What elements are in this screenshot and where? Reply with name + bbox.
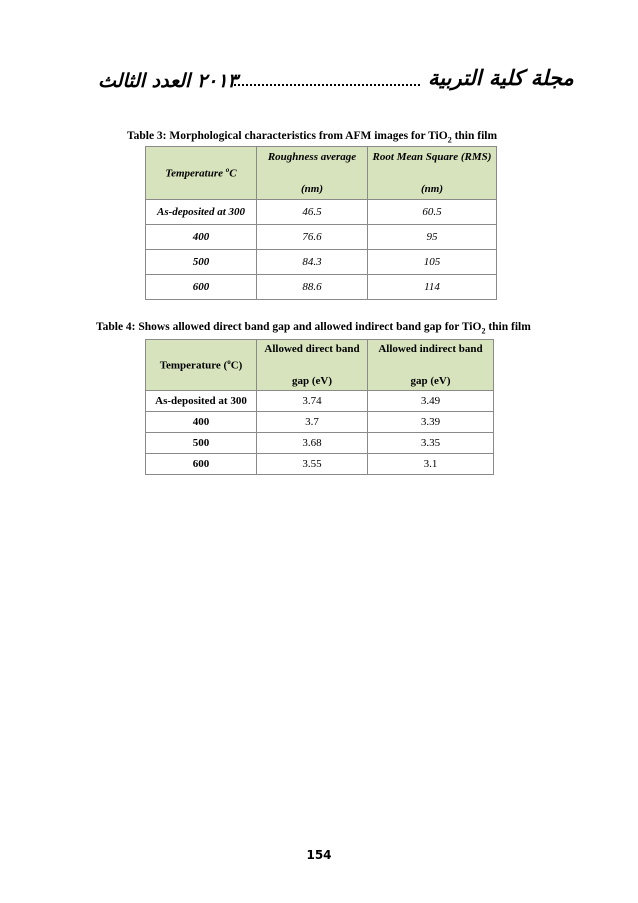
t3-r1-temp: 400 <box>146 225 257 250</box>
t4-r0-direct: 3.74 <box>257 391 368 412</box>
table4-header-indirect <box>368 340 494 391</box>
t3-r2-temp: 500 <box>146 250 257 275</box>
t4-r1-temp: 400 <box>146 412 257 433</box>
table3 <box>145 146 497 300</box>
table4-header-row <box>146 340 494 391</box>
t3-r1-rms: 95 <box>368 225 497 250</box>
table-row <box>146 250 497 275</box>
t4-h-col3-bottom: gap (eV) <box>410 375 451 387</box>
t4-r2-temp: 500 <box>146 433 257 454</box>
t3-h-col1-sup: o <box>225 166 230 175</box>
table-row <box>146 454 494 475</box>
table4-header-temperature <box>146 340 257 391</box>
t4-h-col2-bottom: gap (eV) <box>291 375 333 387</box>
t4-r3-direct: 3.55 <box>257 454 368 475</box>
t3-r2-rms: 105 <box>368 250 497 275</box>
t4-r2-direct: 3.68 <box>257 433 368 454</box>
t4-r3-temp: 600 <box>146 454 257 475</box>
t3-r3-temp: 600 <box>146 275 257 300</box>
t4-r0-indirect: 3.49 <box>368 391 494 412</box>
t4-h-col3-top: Allowed indirect band <box>378 343 483 355</box>
page-header <box>0 66 638 106</box>
table4-header-direct <box>257 340 368 391</box>
t3-r3-rms: 114 <box>368 275 497 300</box>
t3-h-col3-bottom: (nm) <box>421 183 443 195</box>
t3-r2-roughness: 84.3 <box>257 250 368 275</box>
t3-h-col2-top: Roughness average <box>267 151 357 163</box>
table-row <box>146 200 497 225</box>
table3-caption <box>127 130 497 144</box>
table3-caption-subscript: 2 <box>447 135 452 145</box>
table3-header-row <box>146 147 497 200</box>
table4 <box>145 339 494 475</box>
journal-title: مجلة كلية التربية <box>428 66 574 90</box>
table4-caption-subscript: 2 <box>481 326 486 336</box>
t3-h-col1: Temperature <box>165 167 226 180</box>
table-row <box>146 275 497 300</box>
t3-h-col1-end: C <box>229 167 237 180</box>
t4-h-col1-end: C) <box>230 359 243 372</box>
t3-r0-rms: 60.5 <box>368 200 497 225</box>
t4-r1-indirect: 3.39 <box>368 412 494 433</box>
table3-header-temperature <box>146 147 257 200</box>
t4-r3-indirect: 3.1 <box>368 454 494 475</box>
t4-h-col2-top: Allowed direct band <box>264 343 360 355</box>
page-number: 154 <box>306 848 332 862</box>
t4-r0-temp: As-deposited at 300 <box>146 391 257 412</box>
t4-r1-direct: 3.7 <box>257 412 368 433</box>
table3-header-rms <box>368 147 497 200</box>
t3-r1-roughness: 76.6 <box>257 225 368 250</box>
table-row <box>146 433 494 454</box>
table3-header-roughness <box>257 147 368 200</box>
t3-h-col2-bottom: (nm) <box>301 183 323 195</box>
table3-caption-end: thin film <box>451 130 498 142</box>
table-row <box>146 412 494 433</box>
table4-caption-end: thin film <box>485 321 531 333</box>
t3-r0-roughness: 46.5 <box>257 200 368 225</box>
table-row <box>146 225 497 250</box>
t4-h-col1-sup: o <box>227 358 231 367</box>
t4-r2-indirect: 3.35 <box>368 433 494 454</box>
issue-label: ٢٠١٣ العدد الثالث <box>98 70 238 92</box>
table4-caption <box>96 321 531 335</box>
t3-h-col3-top: Root Mean Square (RMS) <box>372 151 492 163</box>
t3-r0-temp: As-deposited at 300 <box>146 200 257 225</box>
table-row <box>146 391 494 412</box>
t4-h-col1: Temperature ( <box>159 359 228 372</box>
header-dotted-rule <box>234 84 420 86</box>
table4-caption-text: Table 4: Shows allowed direct band gap and allowed indirect band gap for TiO <box>96 321 482 333</box>
t3-r3-roughness: 88.6 <box>257 275 368 300</box>
table3-caption-text: Table 3: Morphological characteristics from AFM images for TiO <box>127 130 448 142</box>
